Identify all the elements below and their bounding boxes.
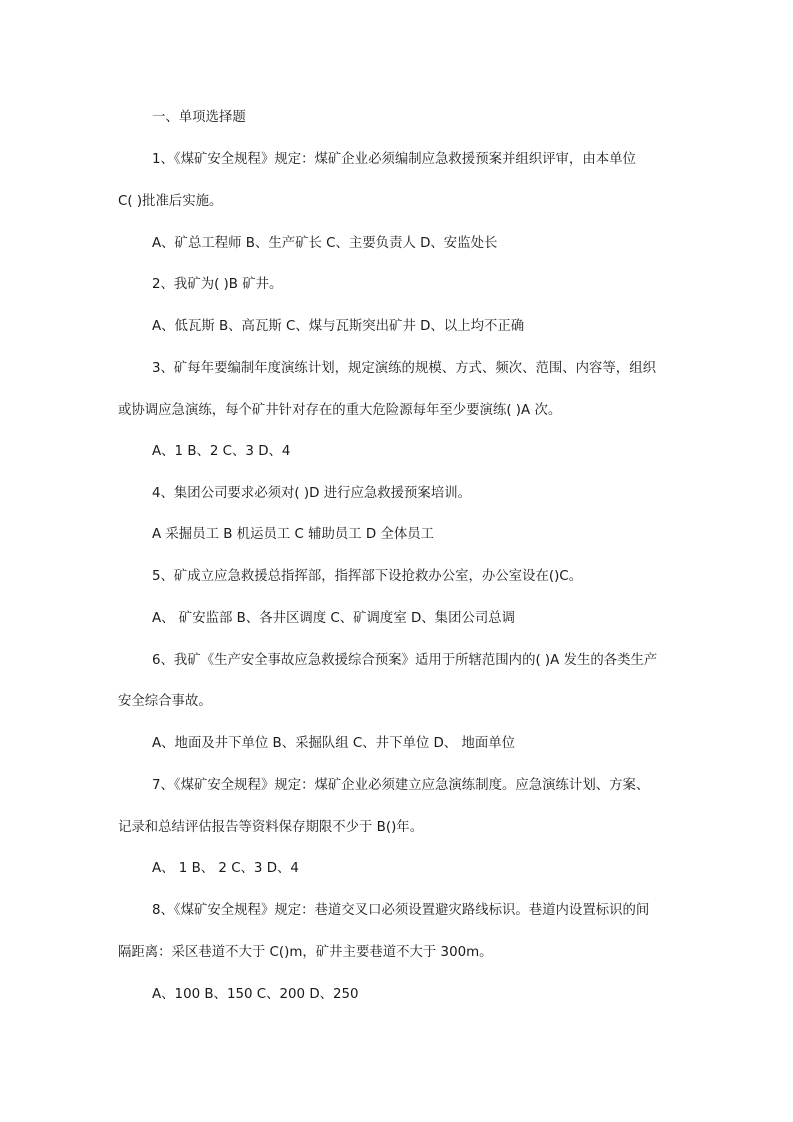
question-4-options: A 采掘员工 B 机运员工 C 辅助员工 D 全体员工 <box>152 527 435 542</box>
question-8-text-continued: 隔距离：采区巷道不大于 C()m，矿井主要巷道不大于 300m。 <box>118 945 493 960</box>
question-6-options: A、地面及井下单位 B、采掘队组 C、井下单位 D、 地面单位 <box>152 736 516 751</box>
question-7-text-continued: 记录和总结评估报告等资料保存期限不少于 B()年。 <box>118 820 424 835</box>
question-2-text: 2、我矿为( )B 矿井。 <box>152 277 283 292</box>
question-3-text-continued: 或协调应急演练，每个矿井针对存在的重大危险源每年至少要演练( )A 次。 <box>118 403 562 418</box>
question-5-options: A、 矿安监部 B、各井区调度 C、矿调度室 D、集团公司总调 <box>152 611 516 626</box>
section-heading: 一、单项选择题 <box>152 110 246 125</box>
question-4-text: 4、集团公司要求必须对( )D 进行应急救援预案培训。 <box>152 486 471 501</box>
question-8-text: 8、《煤矿安全规程》规定：巷道交叉口必须设置避灾路线标识。巷道内设置标识的间 <box>152 903 650 918</box>
question-6-text-continued: 安全综合事故。 <box>118 694 212 709</box>
question-7-options: A、 1 B、 2 C、3 D、4 <box>152 861 299 876</box>
question-1-text: 1、《煤矿安全规程》规定：煤矿企业必须编制应急救援预案并组织评审，由本单位 <box>152 152 636 167</box>
question-5-text: 5、矿成立应急救援总指挥部，指挥部下设抢救办公室，办公室设在()C。 <box>152 569 583 584</box>
question-3-text: 3、矿每年要编制年度演练计划，规定演练的规模、方式、频次、范围、内容等，组织 <box>152 361 656 376</box>
question-2-options: A、低瓦斯 B、高瓦斯 C、煤与瓦斯突出矿井 D、以上均不正确 <box>152 319 525 334</box>
question-7-text: 7、《煤矿安全规程》规定：煤矿企业必须建立应急演练制度。应急演练计划、方案、 <box>152 778 650 793</box>
question-3-options: A、1 B、2 C、3 D、4 <box>152 444 291 459</box>
question-1-text-continued: C( )批准后实施。 <box>118 194 223 209</box>
question-1-options: A、矿总工程师 B、生产矿长 C、主要负责人 D、安监处长 <box>152 236 498 251</box>
question-6-text: 6、我矿《生产安全事故应急救援综合预案》适用于所辖范围内的( )A 发生的各类生产 <box>152 653 658 668</box>
question-8-options: A、100 B、150 C、200 D、250 <box>152 987 359 1002</box>
